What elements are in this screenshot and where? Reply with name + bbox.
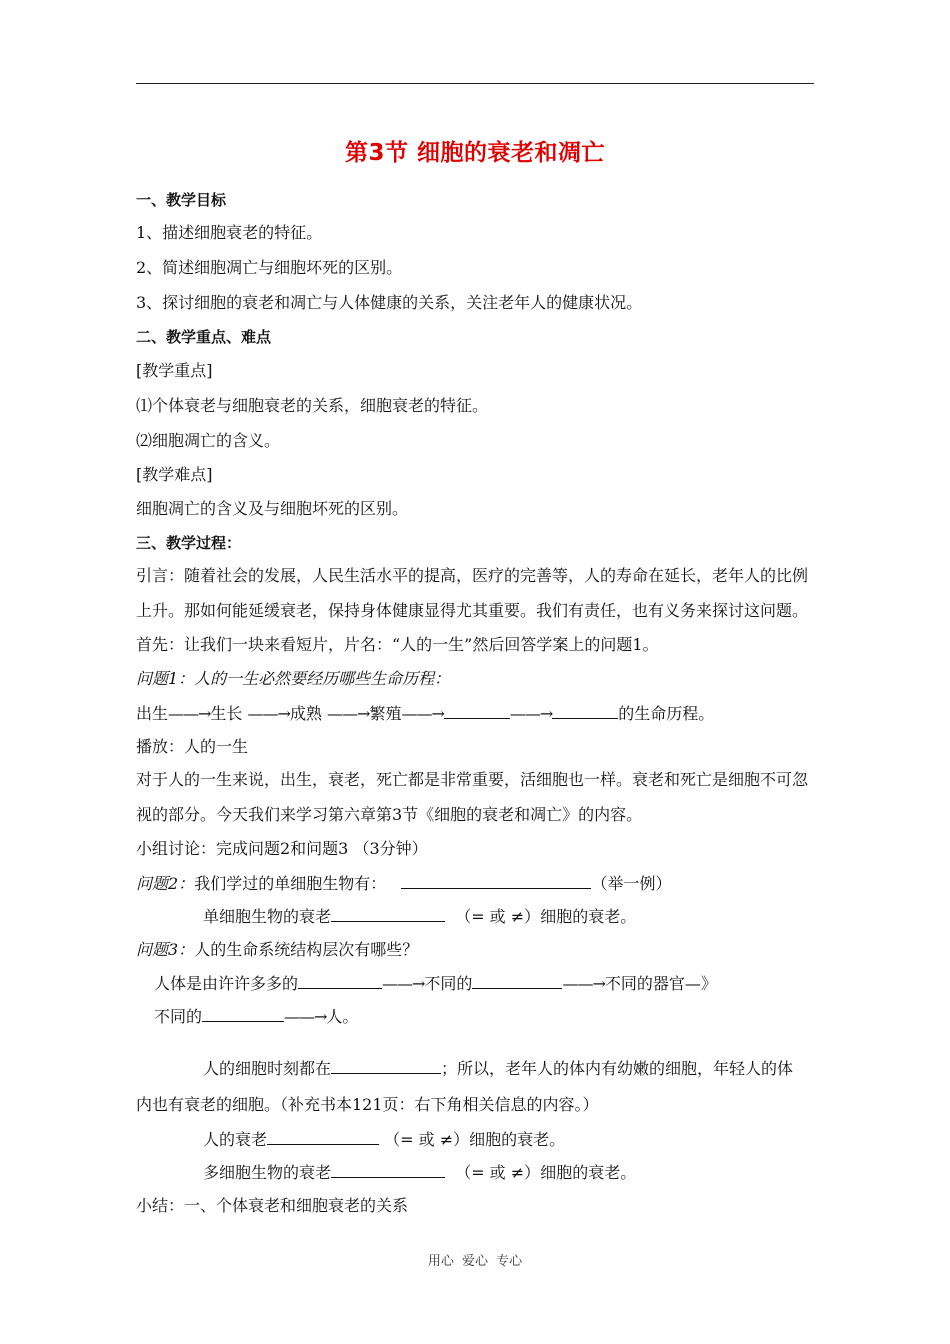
paragraph-text: 视的部分。今天我们来学习第六章第3节《细胞的衰老和凋亡》的内容。 — [136, 805, 643, 824]
play-note: 播放：人的一生 — [136, 737, 249, 756]
paragraph-text: 内也有衰老的细胞。（补充书本121页：右下角相关信息的内容。） — [136, 1095, 599, 1114]
answer-blank[interactable] — [444, 703, 510, 719]
question-1: 问题1：人的一生必然要经历哪些生命历程： — [136, 669, 451, 688]
choice-options: （= 或 ≠） — [455, 1163, 541, 1182]
answer-blank[interactable] — [267, 1129, 379, 1145]
objective-item: 1、描述细胞衰老的特征。 — [136, 223, 323, 242]
structure-levels-line — [154, 1006, 834, 1027]
level-text: 不同的 — [424, 974, 473, 993]
paragraph-text: ；所以，老年人的体内有幼嫩的细胞，年轻人的体 — [441, 1059, 794, 1078]
chain-step: 生长 — [210, 704, 243, 723]
arrow-icon: ——→ — [509, 704, 553, 723]
chain-step: 繁殖 — [369, 704, 402, 723]
comparison-object: 细胞的衰老。 — [540, 1163, 637, 1182]
comparison-subject: 多细胞生物的衰老 — [203, 1163, 332, 1182]
level-text: 人体是由许许多多的 — [154, 974, 299, 993]
intro-text: 上升。那如何能延缓衰老，保持身体健康显得尤其重要。我们有责任，也有义务来探讨这问题。 — [136, 601, 809, 620]
choice-options: （= 或 ≠） — [384, 1130, 470, 1149]
difficulty-text: 细胞凋亡的含义及与细胞坏死的区别。 — [136, 499, 409, 518]
answer-blank[interactable] — [331, 906, 445, 922]
group-discussion: 小组讨论：完成问题2和问题3 （3分钟） — [136, 839, 428, 858]
question-2-suffix: （举一例） — [591, 874, 672, 893]
human-aging-comparison — [203, 1129, 883, 1150]
structure-levels-line — [154, 973, 834, 994]
multicellular-aging-comparison — [203, 1162, 883, 1183]
summary-text: 小结：一、个体衰老和细胞衰老的关系 — [136, 1196, 409, 1215]
arrow-icon: ——→ — [401, 704, 444, 723]
answer-blank[interactable] — [202, 1006, 284, 1022]
paragraph-text: 人的细胞时刻都在 — [203, 1059, 332, 1078]
answer-blank[interactable] — [472, 973, 562, 989]
arrow-icon: ——→ — [284, 1007, 327, 1026]
section-heading-process: 三、教学过程： — [136, 534, 242, 552]
choice-options: （= 或 ≠） — [455, 907, 541, 926]
page-footer: 用心 爱心 专心 — [427, 1254, 523, 1269]
first-instruction: 首先：让我们一块来看短片，片名：“人的一生”然后回答学案上的问题1。 — [136, 635, 659, 654]
paragraph-text: 对于人的一生来说，出生，衰老，死亡都是非常重要，活细胞也一样。衰老和死亡是细胞不可忽 — [136, 770, 809, 789]
answer-blank[interactable] — [552, 703, 618, 719]
difficulty-label: [教学难点] — [136, 465, 213, 484]
level-text: 不同的 — [154, 1007, 203, 1026]
page-title: 第3节 细胞的衰老和凋亡 — [344, 140, 605, 166]
comparison-subject: 单细胞生物的衰老 — [203, 907, 332, 926]
focus-item: ⑴个体衰老与细胞衰老的关系，细胞衰老的特征。 — [136, 396, 489, 415]
section-heading-objectives: 一、教学目标 — [136, 191, 227, 209]
cells-paragraph — [203, 1058, 816, 1079]
question-3 — [136, 940, 816, 960]
arrow-icon: ——→ — [247, 704, 290, 723]
header-rule — [136, 83, 814, 84]
arrow-icon: ——→ — [562, 974, 605, 993]
chain-step: 成熟 — [289, 704, 322, 723]
comparison-subject: 人的衰老 — [203, 1130, 268, 1149]
comparison-object: 细胞的衰老。 — [469, 1130, 566, 1149]
chain-end: 的生命历程。 — [618, 704, 715, 723]
focus-label: [教学重点] — [136, 361, 213, 380]
level-text: 人。 — [326, 1007, 359, 1026]
question-3-label: 问题3： — [136, 940, 195, 959]
question-2-comparison — [203, 906, 883, 927]
chain-step: 出生 — [136, 704, 169, 723]
objective-item: 2、简述细胞凋亡与细胞坏死的区别。 — [136, 258, 403, 277]
level-text: 不同的器官—》 — [604, 974, 717, 993]
question-3-text: 人的生命系统结构层次有哪些？ — [194, 940, 419, 959]
question-2-label: 问题2： — [136, 874, 195, 893]
comparison-object: 细胞的衰老。 — [540, 907, 637, 926]
answer-blank[interactable] — [401, 873, 591, 889]
answer-blank[interactable] — [331, 1058, 441, 1074]
objective-item: 3、探讨细胞的衰老和凋亡与人体健康的关系，关注老年人的健康状况。 — [136, 293, 643, 312]
life-process-chain — [136, 703, 816, 724]
focus-item: ⑵细胞凋亡的含义。 — [136, 431, 281, 450]
answer-blank[interactable] — [331, 1162, 445, 1178]
arrow-icon: ——→ — [168, 704, 211, 723]
question-2-text: 我们学过的单细胞生物有： — [194, 874, 387, 893]
section-heading-focus: 二、教学重点、难点 — [136, 328, 272, 346]
arrow-icon: ——→ — [327, 704, 370, 723]
answer-blank[interactable] — [298, 973, 382, 989]
question-2 — [136, 873, 816, 894]
arrow-icon: ——→ — [382, 974, 425, 993]
intro-text: 引言：随着社会的发展，人民生活水平的提高，医疗的完善等，人的寿命在延长，老年人的比例 — [136, 566, 809, 585]
